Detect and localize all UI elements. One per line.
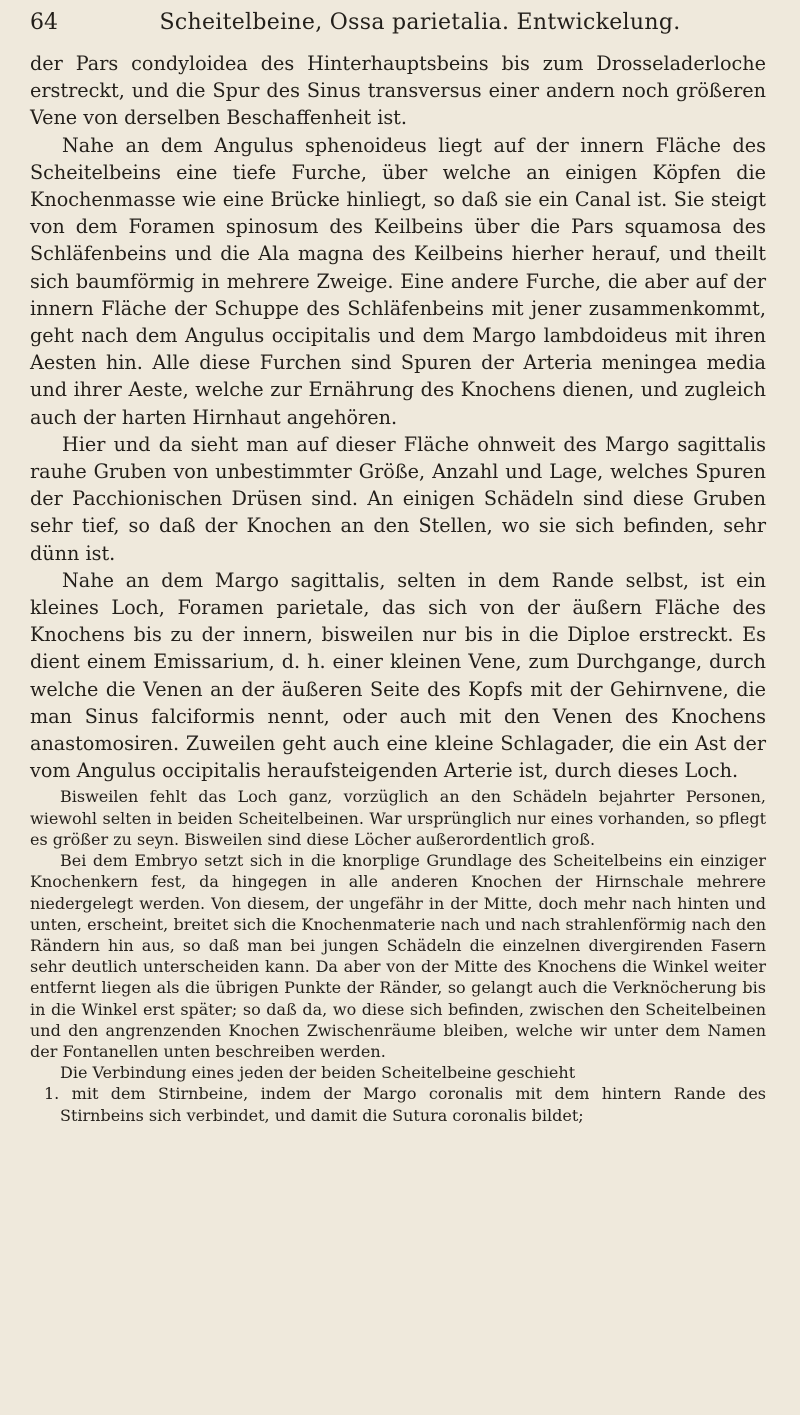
note-paragraph: Die Verbindung eines jeden der beiden Scheitelbeine geschieht [60,1063,576,1083]
page-header [30,10,766,50]
running-title: Scheitelbeine, Ossa parietalia. Entwickelung. [159,10,681,35]
page-number: 64 [30,10,58,35]
small-print-notes [30,786,766,1125]
paragraph: Nahe an dem Margo sagittalis, selten in dem Rande selbst, ist ein kleines Loch, Foramen parietale, das sich von der äußern Fläche des Knochens bis zu der innern, bisweilen nur bis in die Diploe erstreckt. Es dient einem Emissarium, d. h. einer kleinen Vene, zum Durchgange, durch welche die Venen an der äußeren Seite des Kopfs mit der Gehirnvene, die man Sinus falciformis nennt, oder auch mit den Venen des Knochens anastomosiren. Zuweilen geht auch eine kleine Schlagader, die ein Ast der vom Angulus occipitalis heraufsteigenden Arterie ist, durch dieses Loch. [30,568,766,783]
note-list-item: 1. mit dem Stirnbeine, indem der Margo coronalis mit dem hintern Rande des Stirnbeins sich verbindet, und damit die Sutura coronalis bildet; [44,1084,766,1125]
paragraph: der Pars condyloidea des Hinterhauptsbeins bis zum Drosseladerloche erstreckt, und die Spur des Sinus transversus einer andern noch größeren Vene von derselben Beschaffenheit ist. [30,52,766,130]
note-paragraph: Bisweilen fehlt das Loch ganz, vorzüglich an den Schädeln bejahrter Personen, wiewohl selten in beiden Scheitelbeinen. War ursprünglich nur eines vorhanden, so pflegt es größer zu seyn. Bisweilen sind diese Löcher außerordentlich groß. [30,787,766,849]
main-text [30,50,766,784]
note-paragraph: Bei dem Embryo setzt sich in die knorplige Grundlage des Scheitelbeins ein einziger Knochenkern fest, da hingegen in alle anderen Knochen der Hirnschale mehrere niedergelegt werden. Von diesem, der ungefähr in der Mitte, doch mehr nach hinten und unten, erscheint, breitet sich die Knochenmaterie nach und nach strahlenförmig nach den Rändern hin aus, so daß man bei jungen Schädeln die einzelnen divergirenden Fasern sehr deutlich unterscheiden kann. Da aber von der Mitte des Knochens die Winkel weiter entfernt liegen als die übrigen Punkte der Ränder, so gelangt auch die Verknöcherung bis in die Winkel erst später; so daß da, wo diese sich befinden, zwischen den Scheitelbeinen und den angrenzenden Knochen Zwischenräume bleiben, welche wir unter dem Namen der Fontanellen unten beschreiben werden. [30,851,766,1061]
paragraph: Hier und da sieht man auf dieser Fläche ohnweit des Margo sagittalis rauhe Gruben von unbestimmter Größe, Anzahl und Lage, welches Spuren der Pacchionischen Drüsen sind. An einigen Schädeln sind diese Gruben sehr tief, so daß der Knochen an den Stellen, wo sie sich befinden, sehr dünn ist. [30,432,766,565]
paragraph: Nahe an dem Angulus sphenoideus liegt auf der innern Fläche des Scheitelbeins eine tiefe Furche, über welche an einigen Köpfen die Knochenmasse wie eine Brücke hinliegt, so daß sie ein Canal ist. Sie steigt von dem Foramen spinosum des Keilbeins über die Pars squamosa des Schläfenbeins und die Ala magna des Keilbeins hierher herauf, und theilt sich baumförmig in mehrere Zweige. Eine andere Furche, die aber auf der innern Fläche der Schuppe des Schläfenbeins mit jener zusammenkommt, geht nach dem Angulus occipitalis und dem Margo lambdoideus mit ihren Aesten hin. Alle diese Furchen sind Spuren der Arteria meningea media und ihrer Aeste, welche zur Ernährung des Knochens dienen, und zugleich auch der harten Hirnhaut angehören. [30,133,766,429]
